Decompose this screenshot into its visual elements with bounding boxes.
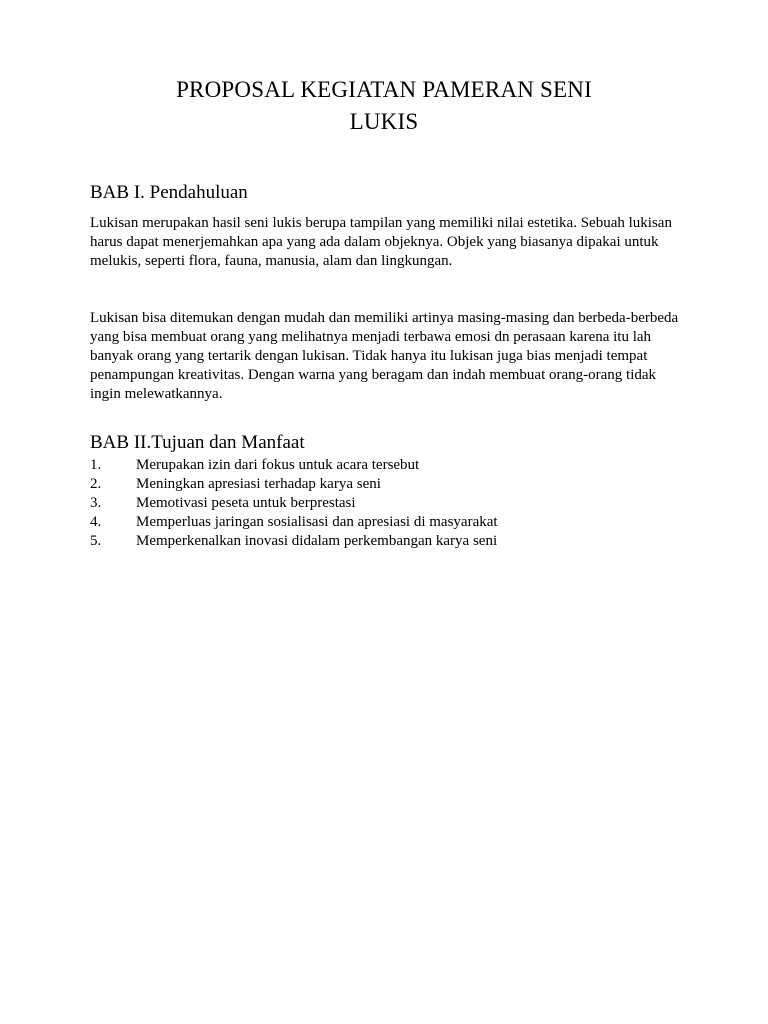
list-item-number: 4. xyxy=(90,514,102,530)
section-heading-bab-1: BAB I. Pendahuluan xyxy=(90,182,248,203)
list-item-number: 1. xyxy=(90,457,102,473)
list-item-text: Memperkenalkan inovasi didalam perkembangan karya seni xyxy=(136,533,498,549)
document-title xyxy=(60,74,708,138)
list-item xyxy=(90,456,690,475)
list-item-text: Memperluas jaringan sosialisasi dan apresiasi di masyarakat xyxy=(136,514,498,530)
paragraph-2: Lukisan bisa ditemukan dengan mudah dan memiliki artinya masing-masing dan berbeda-berbeda yang bisa membuat orang yang melihatnya menjadi terbawa emosi dn perasaan karena itu lah banyak orang yang tertarik dengan lukisan. Tidak hanya itu lukisan juga bias menjadi tempat penampungan kreativitas. Dengan warna yang beragam dan indah membuat orang-orang tidak ingin melewatkannya. xyxy=(90,310,679,402)
list-item xyxy=(90,513,690,532)
list-item xyxy=(90,532,690,551)
section-heading-bab-2: BAB II.Tujuan dan Manfaat xyxy=(90,432,305,453)
list-item xyxy=(90,475,690,494)
document-title-line-1: PROPOSAL KEGIATAN PAMERAN SENI xyxy=(176,77,592,102)
list-item-text: Meningkan apresiasi terhadap karya seni xyxy=(136,476,381,492)
list-item xyxy=(90,494,690,513)
objectives-list xyxy=(90,456,690,551)
list-item-text: Memotivasi peseta untuk berprestasi xyxy=(136,495,356,511)
list-item-number: 3. xyxy=(90,495,102,511)
list-item-text: Merupakan izin dari fokus untuk acara tersebut xyxy=(136,457,420,473)
document-title-line-2: LUKIS xyxy=(349,109,419,134)
paragraph-1: Lukisan merupakan hasil seni lukis berupa tampilan yang memiliki nilai estetika. Sebuah lukisan harus dapat menerjemahkan apa yang ada dalam objeknya. Objek yang biasanya dipakai untuk melukis, seperti flora, fauna, manusia, alam dan lingkungan. xyxy=(90,215,672,269)
list-item-number: 5. xyxy=(90,533,102,549)
list-item-number: 2. xyxy=(90,476,102,492)
